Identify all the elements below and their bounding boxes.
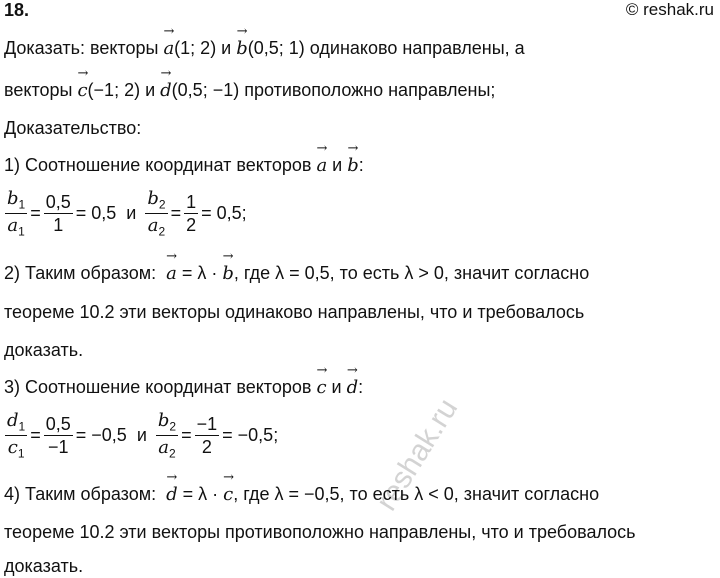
vector-b: → b	[347, 155, 359, 177]
vector-d: → d	[166, 484, 178, 506]
fraction-d1-c1	[5, 410, 27, 462]
fraction-m1-2	[195, 414, 220, 458]
sub: 1	[17, 446, 25, 461]
step2-line-1	[4, 263, 589, 285]
vector-c: → c	[77, 80, 87, 102]
statement-line-2	[4, 80, 495, 102]
vector-c: → c	[223, 484, 233, 506]
conj: и	[326, 377, 347, 397]
sub: 2	[158, 224, 166, 239]
step1-label: 1) Соотношение координат векторов	[4, 155, 317, 175]
var-c: c	[7, 437, 18, 459]
sub: 2	[169, 419, 177, 434]
fraction-b1-a1	[5, 188, 27, 240]
statement-text: Доказать: векторы	[4, 38, 164, 58]
denominator: 1	[53, 215, 64, 236]
coords-d: (0,5; −1) противоположно направлены;	[171, 80, 496, 100]
var-b: b	[7, 188, 19, 209]
sub: 1	[18, 419, 26, 434]
coords-b: (0,5; 1) одинаково направлены, а	[247, 38, 525, 58]
vector-d: → d	[160, 80, 172, 102]
proof-heading: Доказательство:	[4, 118, 142, 138]
equation-1	[2, 188, 247, 240]
sub: 1	[18, 224, 25, 239]
vector-d: → d	[347, 377, 359, 399]
var-b: b	[157, 410, 170, 431]
var-a: a	[147, 215, 159, 237]
var-a: a	[7, 215, 19, 237]
step3-label: 3) Соотношение координат векторов	[4, 377, 317, 397]
var-d: d	[7, 410, 19, 431]
step4-line-1	[4, 484, 599, 506]
step1-text	[4, 155, 364, 177]
numerator: 0,5	[44, 414, 73, 437]
equals: =	[30, 425, 41, 446]
denominator: 2	[186, 215, 197, 236]
sub: 2	[169, 446, 176, 461]
denominator: −1	[47, 437, 69, 458]
step2-label: 2) Таким образом:	[4, 263, 167, 283]
fraction-1-2	[184, 192, 198, 236]
vector-a: → a	[163, 38, 174, 60]
vector-c: → c	[316, 377, 326, 399]
result-2: = 0,5;	[201, 203, 247, 224]
conj: и	[327, 155, 348, 175]
equation: = λ ·	[177, 484, 224, 504]
var-b: b	[147, 188, 159, 209]
numerator: 0,5	[44, 192, 73, 215]
equation-2	[2, 410, 278, 462]
step4-condition: , где λ = −0,5, то есть λ < 0, значит согласно	[233, 484, 600, 504]
step2-line-3: доказать.	[4, 340, 84, 360]
statement-text: векторы	[4, 80, 78, 100]
vector-a: → a	[316, 155, 327, 177]
equation: = λ ·	[176, 263, 223, 283]
numerator: −1	[195, 414, 220, 437]
denominator: 2	[201, 437, 212, 458]
statement-line-1	[4, 38, 525, 60]
colon: :	[358, 155, 364, 175]
result-1: = −0,5 и	[75, 425, 147, 446]
coords-a: (1; 2) и	[174, 38, 237, 58]
fraction-05-m1	[44, 414, 73, 458]
fraction-b2-a2	[156, 410, 178, 462]
diagonal-watermark: reshak.ru	[369, 392, 465, 517]
vector-b: → b	[236, 38, 248, 60]
sub: 2	[158, 197, 166, 212]
numerator: 1	[184, 192, 198, 215]
sub: 1	[18, 197, 26, 212]
result-2: = −0,5;	[222, 425, 279, 446]
fraction-b2-a2	[145, 188, 167, 240]
equals: =	[181, 425, 192, 446]
equals: =	[170, 203, 182, 224]
step2-condition: , где λ = 0,5, то есть λ > 0, значит согласно	[233, 263, 590, 283]
step4-line-2: теореме 10.2 эти векторы противоположно направлены, что и требовалось	[4, 522, 636, 542]
step4-line-3: доказать.	[4, 556, 84, 576]
equals: =	[30, 203, 41, 224]
coords-c: (−1; 2) и	[87, 80, 161, 100]
step2-line-2: теореме 10.2 эти векторы одинаково направлены, что и требовалось	[4, 302, 585, 322]
var-a: a	[158, 437, 169, 459]
task-number: 18.	[4, 0, 30, 20]
watermark: © reshak.ru	[625, 0, 714, 19]
vector-a: → a	[166, 263, 177, 285]
step3-text	[4, 377, 363, 399]
colon: :	[358, 377, 364, 397]
fraction-05-1	[44, 192, 73, 236]
result-1: = 0,5 и	[75, 203, 137, 224]
vector-b: → b	[222, 263, 234, 285]
step4-label: 4) Таким образом:	[4, 484, 167, 504]
